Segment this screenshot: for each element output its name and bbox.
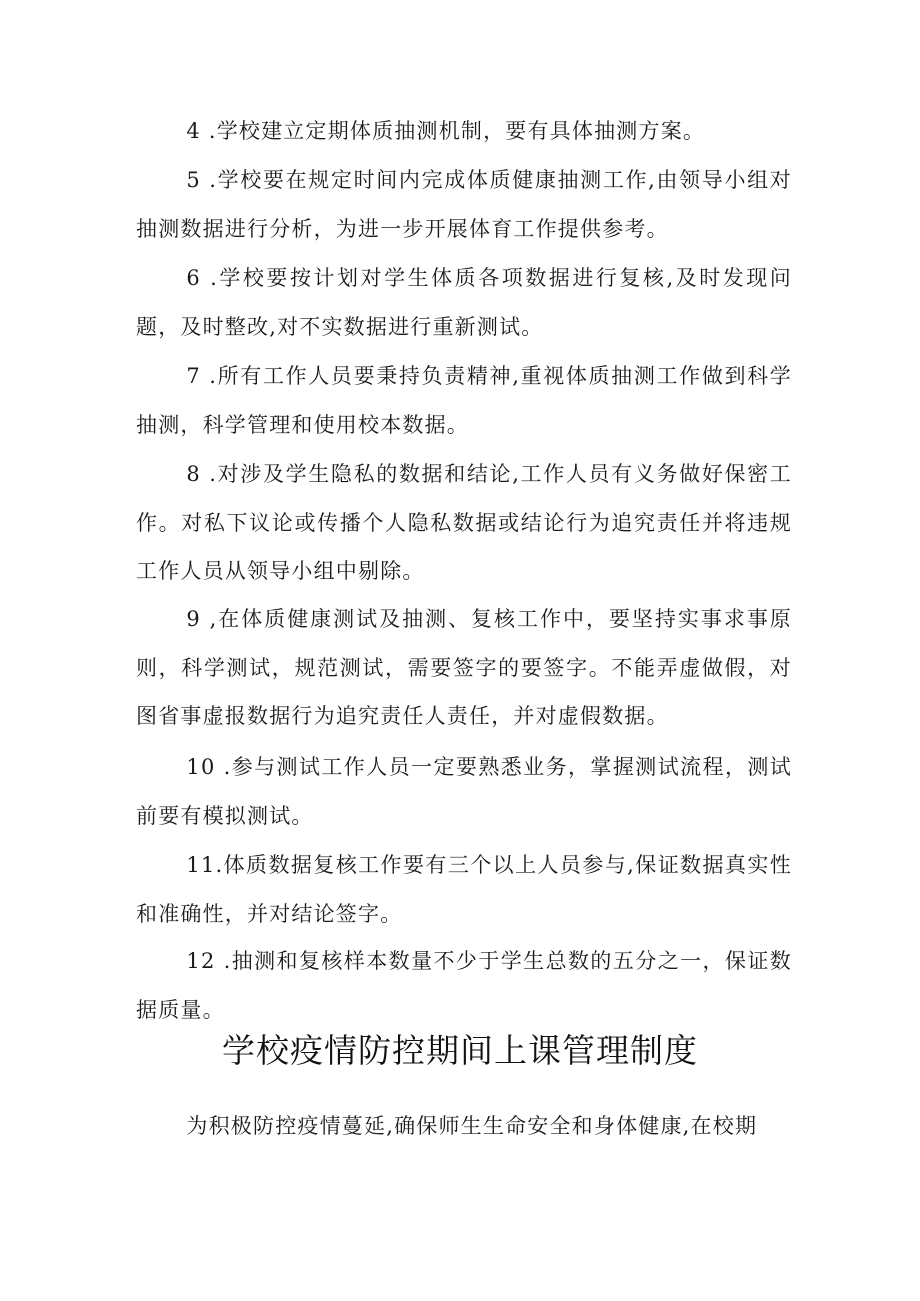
paragraph-item-12: 12 .抽测和复核样本数量不少于学生总数的五分之一，保证数据质量。: [136, 949, 792, 1022]
paragraph-item-7: 7 .所有工作人员要秉持负责精神,重视体质抽测工作做到科学抽测，科学管理和使用校本数据。: [136, 364, 792, 437]
paragraph-item-6: 6 .学校要按计划对学生体质各项数据进行复核,及时发现问题，及时整改,对不实数据进行重新测试。: [136, 266, 792, 339]
paragraph-item-11: 11.体质数据复核工作要有三个以上人员参与,保证数据真实性和准确性，并对结论签字。: [136, 853, 792, 926]
paragraph-item-9: 9 ,在体质健康测试及抽测、复核工作中，要坚持实事求事原则，科学测试，规范测试，需要签字的要签字。不能弄虚做假，对图省事虚报数据行为追究责任人责任，并对虚假数据。: [136, 607, 792, 728]
paragraph-item-10: 10 .参与测试工作人员一定要熟悉业务，掌握测试流程，测试前要有模拟测试。: [136, 755, 792, 828]
paragraph-item-5: 5 .学校要在规定时间内完成体质健康抽测工作,由领导小组对抽测数据进行分析，为进一步开展体育工作提供参考。: [136, 168, 792, 241]
section-title: 学校疫情防控期间上课管理制度: [222, 1031, 698, 1070]
paragraph-item-4: 4 .学校建立定期体质抽测机制，要有具体抽测方案。: [186, 119, 706, 143]
intro-paragraph: 为积极防控疫情蔓延,确保师生生命安全和身体健康,在校期: [186, 1114, 758, 1138]
paragraph-item-8: 8 .对涉及学生隐私的数据和结论,工作人员有义务做好保密工作。对私下议论或传播个人隐私数据或结论行为追究责任并将违规工作人员从领导小组中剔除。: [136, 462, 792, 583]
